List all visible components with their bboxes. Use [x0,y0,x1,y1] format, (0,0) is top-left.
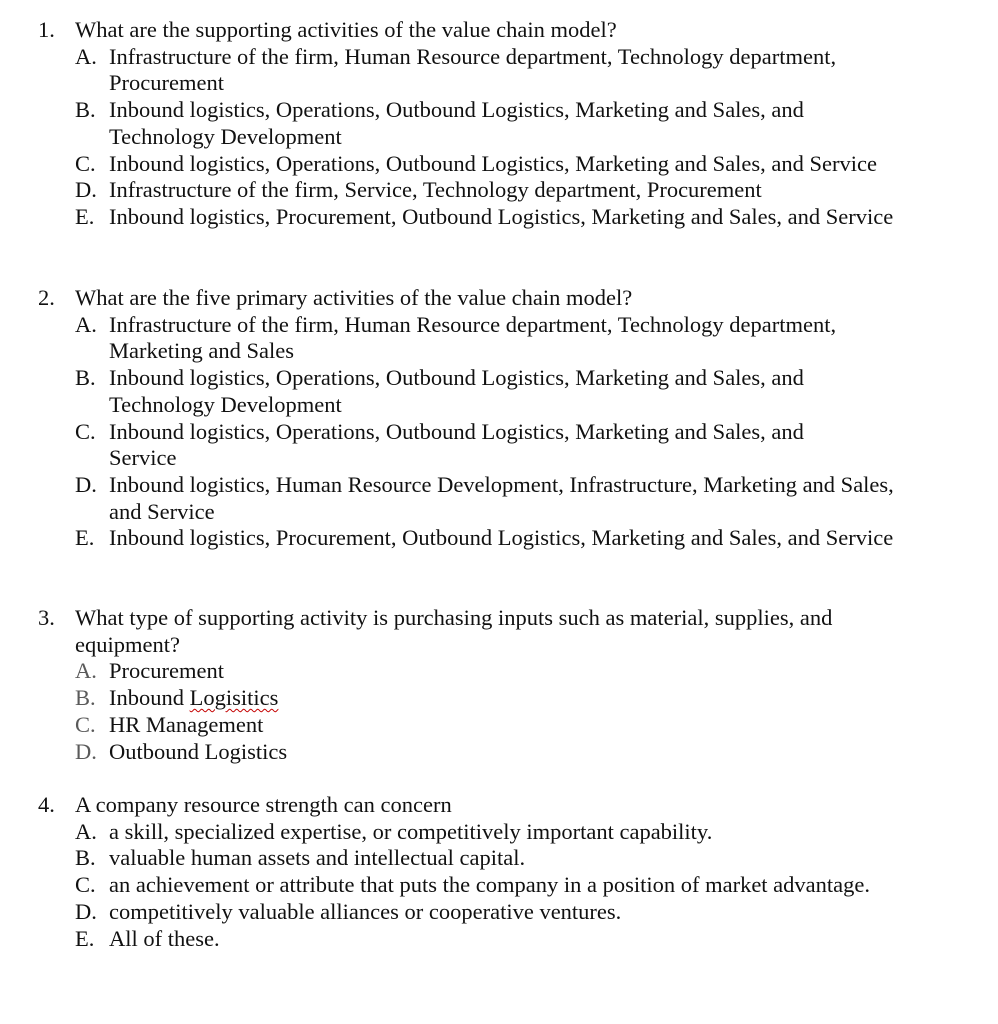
question-stem [0,285,998,312]
option-d [0,899,998,926]
option-text-prefix: Inbound [109,685,190,711]
option-text: an achievement or attribute that puts the company in a position of market advantage. [109,872,871,898]
option-a [0,819,998,846]
option-c [0,419,998,472]
option-b [0,365,998,418]
option-text: Inbound logistics, Operations, Outbound Logistics, Marketing and Sales, and Service [109,418,804,471]
option-text: HR Management [109,711,264,737]
option-text: Infrastructure of the firm, Service, Technology department, Procurement [109,177,762,203]
option-letter: D. [75,898,97,924]
option-letter: A. [75,658,97,684]
question-text: What are the supporting activities of the value chain model? [75,17,617,42]
option-letter: B. [75,685,96,711]
option-text: Inbound logistics, Operations, Outbound Logistics, Marketing and Sales, and Service [109,150,877,176]
option-list [0,312,998,552]
question-text: What are the five primary activities of the value chain model? [75,285,633,310]
option-text: Inbound logistics, Operations, Outbound Logistics, Marketing and Sales, and Technology Development [109,365,804,417]
option-letter: C. [75,872,96,898]
option-list [0,44,998,231]
option-letter: C. [75,150,96,176]
question-number: 1. [38,17,55,42]
question-number: 3. [38,605,55,630]
question-text: A company resource strength can concern [75,792,452,817]
misspelled-word: Logisitics [189,685,279,711]
option-letter: B. [75,97,96,123]
option-text: All of these. [109,925,220,951]
option-letter: E. [75,525,95,551]
option-d [0,177,998,204]
option-letter: C. [75,711,96,737]
option-text: Inbound logistics, Human Resource Development, Infrastructure, Marketing and Sales, and Service [109,471,894,524]
option-letter: D. [75,177,97,203]
question-3 [0,605,998,765]
option-text: valuable human assets and intellectual capital. [109,845,526,871]
option-text: Infrastructure of the firm, Human Resource department, Technology department, Procurement [109,43,837,96]
option-a [0,658,998,685]
option-a [0,312,998,365]
option-letter: A. [75,311,97,337]
option-letter: D. [75,471,97,497]
question-number: 4. [38,792,55,817]
option-text: Infrastructure of the firm, Human Resource department, Technology department, Marketing and Sales [109,311,837,364]
option-list [0,658,998,765]
option-letter: C. [75,418,96,444]
option-c [0,872,998,899]
question-stem [0,17,998,44]
option-d [0,472,998,525]
option-b [0,845,998,872]
option-text: Inbound logistics, Operations, Outbound Logistics, Marketing and Sales, and Technology Development [109,97,804,149]
option-letter: E. [75,925,95,951]
question-stem [0,792,998,819]
question-4 [0,792,998,952]
option-letter: A. [75,43,97,69]
option-b [0,685,998,712]
option-c [0,151,998,178]
question-text: What type of supporting activity is purchasing inputs such as material, supplies, and equipment? [75,605,833,657]
option-e [0,525,998,552]
option-text: Inbound logistics, Procurement, Outbound Logistics, Marketing and Sales, and Service [109,525,894,551]
question-number: 2. [38,285,55,310]
option-d [0,739,998,766]
question-stem [0,605,998,658]
option-text: Outbound Logistics [109,738,288,764]
option-letter: D. [75,738,97,764]
option-letter: B. [75,365,96,391]
option-e [0,204,998,231]
option-b [0,97,998,150]
option-letter: B. [75,845,96,871]
option-letter: A. [75,818,97,844]
option-a [0,44,998,97]
option-text: a skill, specialized expertise, or competitively important capability. [109,818,713,844]
option-text: Inbound logistics, Procurement, Outbound Logistics, Marketing and Sales, and Service [109,203,894,229]
option-text: competitively valuable alliances or cooperative ventures. [109,898,622,924]
question-2 [0,285,998,552]
option-letter: E. [75,203,95,229]
option-text [109,685,909,712]
option-c [0,712,998,739]
option-list [0,819,998,953]
question-1 [0,17,998,231]
option-e [0,926,998,953]
option-text: Procurement [109,658,224,684]
